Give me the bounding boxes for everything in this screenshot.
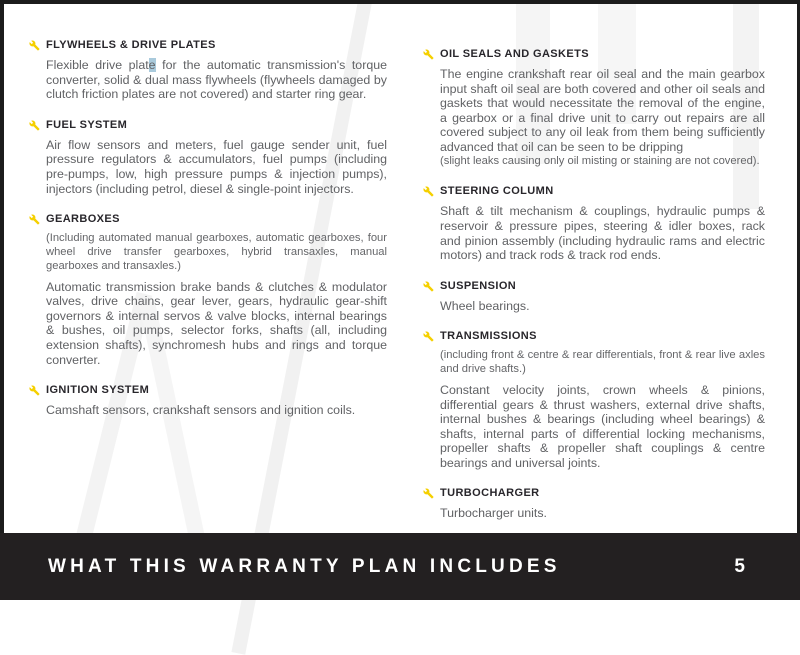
spanner-icon <box>423 280 435 314</box>
section-suspension <box>423 280 765 314</box>
section-fuel-system <box>29 119 387 196</box>
section-small-print: (slight leaks causing only oil misting or staining are not covered). <box>440 154 760 167</box>
section-note: (including front & centre & rear differentials, front & rear live axles and drive shafts.) <box>440 349 765 376</box>
spanner-icon <box>423 487 435 521</box>
spanner-icon <box>29 119 41 196</box>
section-heading: FLYWHEELS & DRIVE PLATES <box>46 39 216 51</box>
section-turbocharger <box>423 487 765 521</box>
section-body: Constant velocity joints, crown wheels & pinions, differential gears & thrust washers, external drive shafts, internal bushes & bearings (including wheel bearings) & shafts, internal parts of differential locking mechanisms, propeller shafts & propeller shaft couplings & centre bearings and universal joints. <box>440 382 765 470</box>
section-body: The engine crankshaft rear oil seal and the main gearbox input shaft oil seal are both covered and other oil seals and gaskets that would necessitate the removal of the engine, a gearbox or a final drive unit to carry out repairs are all covered subject to any oil leak from them being sufficiently advanced that oil can be seen to be dripping <box>440 67 765 154</box>
section-note: (Including automated manual gearboxes, automatic gearboxes, four wheel drive transfer gearboxes, hybrid transaxles, manual gearboxes and transaxles.) <box>46 232 387 272</box>
section-steering-column <box>423 185 765 262</box>
section-body: Turbocharger units. <box>440 506 547 521</box>
footer-bar <box>0 533 800 600</box>
section-heading: FUEL SYSTEM <box>46 118 128 131</box>
page-number: 5 <box>734 555 745 577</box>
section-body: Camshaft sensors, crankshaft sensors and ignition coils. <box>46 403 356 418</box>
spanner-icon <box>423 330 435 470</box>
highlighted-character: e <box>148 58 156 72</box>
body-text-post: for the automatic transmission's torque converter, solid & dual mass flywheels (flywheels damaged by clutch friction plates are not covered) and starter ring gear. <box>46 58 387 102</box>
section-transmissions <box>423 330 765 470</box>
spanner-icon <box>423 185 435 262</box>
spanner-icon <box>29 39 41 102</box>
section-ignition-system <box>29 384 387 418</box>
section-heading: OIL SEALS AND GASKETS <box>440 48 589 60</box>
section-body: Automatic transmission brake bands & clutches & modulator valves, drive chains, gear lever, gears, hydraulic gear-shift governors & internal servos & valve blocks, internal bearings & bushes, oil pumps, selector forks, shafts (all, including extension shafts), synchromesh hubs and rings and torque converter. <box>46 279 387 367</box>
section-heading: STEERING COLUMN <box>440 185 554 198</box>
section-oil-seals-gaskets <box>423 48 765 168</box>
section-flywheels-drive-plates <box>29 39 387 102</box>
section-heading: IGNITION SYSTEM <box>46 384 150 397</box>
spanner-icon <box>423 48 435 168</box>
section-heading: TRANSMISSIONS <box>440 330 537 343</box>
right-column <box>423 48 765 538</box>
section-body: Wheel bearings. <box>440 298 530 313</box>
spanner-icon <box>29 213 41 367</box>
body-text-pre: Flexible drive plat <box>46 58 149 72</box>
section-body: Shaft & tilt mechanism & couplings, hydraulic pumps & reservoir & pressure pipes, steering & idler boxes, rack and pinion assembly (including hydraulic rams and electric motors) and track rods & track rod ends. <box>440 204 765 263</box>
left-column <box>29 39 387 538</box>
section-heading: GEARBOXES <box>46 213 120 226</box>
section-body: Air flow sensors and meters, fuel gauge sender unit, fuel pressure regulators & accumulators, fuel pumps (including pre-pumps, low, high pressure pumps & injection pumps), injectors (including petrol, diesel & single-point injectors. <box>46 137 387 196</box>
spanner-icon <box>29 384 41 418</box>
section-body <box>46 58 387 102</box>
footer-title: WHAT THIS WARRANTY PLAN INCLUDES <box>48 555 561 577</box>
section-gearboxes <box>29 213 387 367</box>
section-heading: SUSPENSION <box>440 279 517 292</box>
section-heading: TURBOCHARGER <box>440 487 540 500</box>
